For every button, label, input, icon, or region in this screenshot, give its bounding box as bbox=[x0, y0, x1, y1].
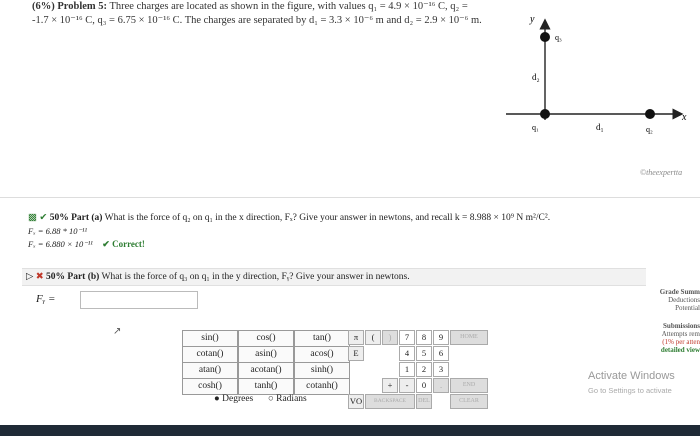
per-attempt-label: (1% per atten bbox=[662, 338, 700, 346]
charge-q1 bbox=[540, 109, 550, 119]
dot-key[interactable]: . bbox=[433, 378, 449, 393]
taskbar bbox=[0, 425, 700, 436]
tanh-button[interactable]: tanh() bbox=[238, 378, 294, 395]
tan-button[interactable]: tan() bbox=[294, 330, 350, 347]
cotanh-button[interactable]: cotanh() bbox=[294, 378, 350, 395]
q2-label: q₂ bbox=[646, 125, 653, 134]
charge-q3 bbox=[540, 32, 550, 42]
charge-diagram bbox=[500, 8, 700, 158]
del-key[interactable]: DEL bbox=[416, 394, 432, 409]
key-5[interactable]: 5 bbox=[416, 346, 432, 361]
divider bbox=[0, 197, 700, 198]
key-1[interactable]: 1 bbox=[399, 362, 415, 377]
acotan-button[interactable]: acotan() bbox=[238, 362, 294, 379]
radians-radio[interactable]: ○ Radians bbox=[268, 394, 307, 404]
problem-line-2: -1.7 × 10⁻¹⁶ C, q₃ = 6.75 × 10⁻¹⁶ C. The charges are separated by d₁ = 3.3 × 10⁻⁶ m and d₂ = 2.9 × 10⁻⁶ m. bbox=[32, 15, 482, 26]
asin-button[interactable]: asin() bbox=[238, 346, 294, 363]
sin-button[interactable]: sin() bbox=[182, 330, 238, 347]
d1-label: d₁ bbox=[596, 122, 604, 132]
plus-key[interactable]: + bbox=[382, 378, 398, 393]
key-9[interactable]: 9 bbox=[433, 330, 449, 345]
part-a-answer-entered: Fₓ = 6.88 * 10⁻¹¹ bbox=[28, 226, 88, 236]
submissions-heading: Submissions bbox=[663, 322, 700, 330]
incorrect-icon: ✖ bbox=[35, 272, 44, 282]
part-a-icons: ▩ ✔ bbox=[28, 213, 48, 223]
key-0[interactable]: 0 bbox=[416, 378, 432, 393]
expand-arrow-icon[interactable]: ▷ bbox=[26, 272, 34, 282]
end-key[interactable]: END bbox=[450, 378, 488, 393]
activate-windows-subtitle: Go to Settings to activate bbox=[588, 386, 672, 395]
part-b bbox=[22, 268, 646, 286]
problem-statement bbox=[32, 0, 512, 28]
sinh-button[interactable]: sinh() bbox=[294, 362, 350, 379]
key-6[interactable]: 6 bbox=[433, 346, 449, 361]
backspace-key[interactable]: BACKSPACE bbox=[365, 394, 415, 409]
radians-label: Radians bbox=[276, 394, 307, 404]
y-axis-label: y bbox=[530, 14, 535, 25]
home-key[interactable]: HOME bbox=[450, 330, 488, 345]
fy-label: Fᵧ = bbox=[36, 293, 56, 305]
atan-button[interactable]: atan() bbox=[182, 362, 238, 379]
degrees-radio[interactable]: ● Degrees bbox=[214, 394, 254, 404]
pi-key[interactable]: π bbox=[348, 330, 364, 345]
charge-q2 bbox=[645, 109, 655, 119]
calculator bbox=[180, 328, 492, 408]
correct-status: ✔ Correct! bbox=[102, 239, 145, 249]
part-a-question: What is the force of q₂ on q₁ in the x direction, Fₓ? Give your answer in newtons, and recall k = 8.988 × 10⁹ N m²/C². bbox=[104, 213, 551, 223]
part-b-question: What is the force of q₃ on q₁ in the y direction, Fᵧ? Give your answer in newtons. bbox=[101, 272, 410, 282]
cotan-button[interactable]: cotan() bbox=[182, 346, 238, 363]
grade-sidebar bbox=[620, 288, 700, 354]
attempts-label: Attempts rem bbox=[661, 330, 700, 338]
key-4[interactable]: 4 bbox=[399, 346, 415, 361]
mouse-cursor-icon: ↗ bbox=[113, 326, 122, 337]
x-axis-label: x bbox=[682, 112, 687, 123]
grade-summary-heading: Grade Summ bbox=[659, 288, 700, 296]
key-7[interactable]: 7 bbox=[399, 330, 415, 345]
clear-key[interactable]: CLEAR bbox=[450, 394, 488, 409]
vo-key[interactable]: VO bbox=[348, 394, 364, 409]
cosh-button[interactable]: cosh() bbox=[182, 378, 238, 395]
open-paren-key[interactable]: ( bbox=[365, 330, 381, 345]
q3-label: q₃ bbox=[555, 33, 562, 42]
minus-key[interactable]: - bbox=[399, 378, 415, 393]
part-b-header: 50% Part (b) bbox=[46, 272, 100, 282]
deductions-label: Deductions bbox=[668, 296, 700, 304]
activate-windows-title: Activate Windows bbox=[588, 370, 675, 382]
key-3[interactable]: 3 bbox=[433, 362, 449, 377]
fy-answer-input[interactable] bbox=[80, 291, 198, 309]
key-8[interactable]: 8 bbox=[416, 330, 432, 345]
problem-header: (6%) Problem 5: bbox=[32, 1, 108, 12]
acos-button[interactable]: acos() bbox=[294, 346, 350, 363]
image-credit: ©theexpertta bbox=[640, 168, 683, 177]
cos-button[interactable]: cos() bbox=[238, 330, 294, 347]
close-paren-key[interactable]: ) bbox=[382, 330, 398, 345]
e-key[interactable]: E bbox=[348, 346, 364, 361]
q1-label: q₁ bbox=[532, 123, 539, 132]
problem-line-1: Three charges are located as shown in the figure, with values q₁ = 4.9 × 10⁻¹⁶ C, q₂ = bbox=[109, 1, 468, 12]
part-a-header: 50% Part (a) bbox=[49, 213, 103, 223]
d2-label: d₂ bbox=[532, 72, 540, 82]
key-2[interactable]: 2 bbox=[416, 362, 432, 377]
degrees-label: Degrees bbox=[222, 394, 254, 404]
potential-label: Potential bbox=[675, 304, 700, 312]
detailed-view-link[interactable]: detailed view bbox=[660, 346, 700, 354]
part-a bbox=[28, 212, 648, 252]
part-a-answer-display: Fₓ = 6.880 × 10⁻¹¹ bbox=[28, 239, 93, 249]
